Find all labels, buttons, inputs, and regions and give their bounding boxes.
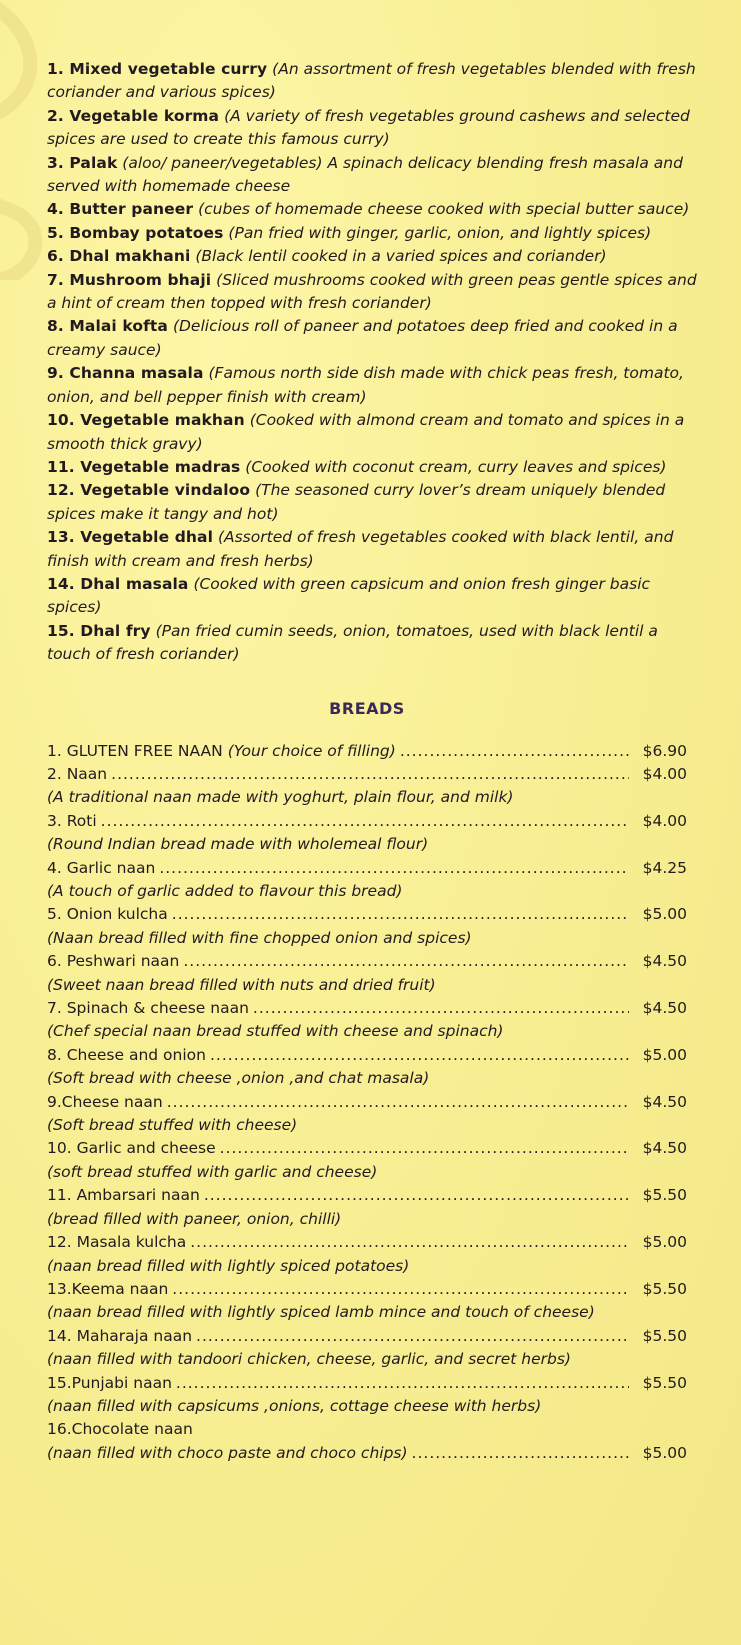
vegetable-item-description: (Cooked with almond cream and tomato and spices in a smooth thick gravy) [47,411,685,453]
vegetable-item [47,409,699,456]
bread-item-name: 4. Garlic naan [47,858,156,877]
bread-item-description: (naan filled with tandoori chicken, cheese, garlic, and secret herbs) [47,1350,571,1369]
vegetable-item-name: 12. Vegetable vindaloo [47,481,251,500]
leader-dots [204,1184,629,1207]
bread-item-price: $4.00 [642,764,687,783]
vegetable-item-description: (Assorted of fresh vegetables cooked with black lentil, and finish with cream and fresh herbs) [47,528,674,570]
vegetable-item-name: 7. Mushroom bhaji [47,270,212,289]
bread-item-price: $6.90 [642,741,687,760]
bread-item-name: 14. Maharaja naan [47,1326,193,1345]
bread-item-name-line [47,740,687,763]
bread-item-name: 8. Cheese and onion [47,1045,206,1064]
vegetable-item-name: 6. Dhal makhani [47,247,191,266]
bread-item-name: 9.Cheese naan [47,1092,163,1111]
bread-item-description: (Chef special naan bread stuffed with cheese and spinach) [47,1022,504,1041]
bread-item-description: (Soft bread stuffed with cheese) [47,1116,298,1135]
leader-dots [183,950,629,973]
bread-item-name-line [47,763,687,786]
vegetable-item [47,479,699,526]
bread-item-description: (Round Indian bread made with wholemeal flour) [47,835,429,854]
vegetable-item [47,269,699,316]
bread-item-name-line [47,1137,687,1160]
bread-item-price: $5.50 [642,1279,687,1298]
vegetable-item-description: (A variety of fresh vegetables ground cashews and selected spices are used to create this famous curry) [47,106,690,149]
bread-item [47,950,699,997]
bread-item-price: $5.50 [642,1326,687,1345]
bread-item [47,857,699,904]
bread-item-price: $4.50 [642,952,687,971]
vegetable-item-name: 2. Vegetable korma [47,106,220,125]
vegetable-item-description: (Delicious roll of paneer and potatoes deep fried and cooked in a creamy sauce) [47,317,678,359]
bread-item-name-line [47,1325,687,1348]
bread-item-name-line [47,1184,687,1207]
bread-item [47,740,699,763]
bread-item [47,1372,699,1419]
bread-item-price: $4.50 [642,1092,687,1111]
vegetable-item-name: 5. Bombay potatoes [47,223,224,242]
vegetable-item [47,222,699,245]
leader-dots [167,1091,629,1114]
bread-item-name: 6. Peshwari naan [47,952,180,971]
bread-item-name: 11. Ambarsari naan [47,1186,200,1205]
vegetable-item-name: 9. Channa masala [47,364,204,383]
bread-item-description: (naan bread filled with lightly spiced potatoes) [47,1256,410,1275]
vegetable-item-description: (Pan fried cumin seeds, onion, tomatoes, used with black lentil a touch of fresh coriander) [47,621,658,664]
vegetable-item [47,105,699,152]
menu-page [47,58,699,1465]
bread-item [47,1231,699,1278]
bread-item [47,997,699,1044]
vegetable-item [47,362,699,409]
bread-item [47,1091,699,1138]
leader-dots [159,857,629,880]
vegetable-item-description: (Famous north side dish made with chick peas fresh, tomato, onion, and bell pepper finish with cream) [47,364,684,406]
bread-item-description: (Naan bread filled with fine chopped onion and spices) [47,928,472,947]
vegetable-item [47,620,699,667]
bread-item-price: $5.50 [642,1186,687,1205]
bread-item-name: 16.Chocolate naan [47,1420,193,1439]
leader-dots [172,1278,629,1301]
bread-item-name: 10. Garlic and cheese [47,1139,216,1158]
bread-item [47,1044,699,1091]
vegetable-item-name: 10. Vegetable makhan [47,411,245,430]
vegetable-item-name: 8. Malai kofta [47,317,168,336]
bread-item [47,1325,699,1372]
bread-item-description: (soft bread stuffed with garlic and cheese) [47,1162,378,1181]
bread-item-name-line [47,810,687,833]
vegetable-item-description: (aloo/ paneer/vegetables) A spinach delicacy blending fresh masala and served with homemade cheese [47,153,683,196]
vegetable-item [47,315,699,362]
bread-item-name-line [47,1091,687,1114]
leader-dots [190,1231,629,1254]
bread-item-price: $5.00 [642,905,687,924]
bread-item-name: 13.Keema naan [47,1279,169,1298]
bread-item-price: $5.00 [642,1443,687,1462]
bread-item [47,903,699,950]
leader-dots [220,1137,629,1160]
bread-item [47,1137,699,1184]
bread-item-name-line [47,1418,687,1441]
bread-item-price: $5.00 [642,1233,687,1252]
bread-item-name-line [47,997,687,1020]
vegetable-item-description: (Black lentil cooked in a varied spices and coriander) [195,247,607,266]
bread-item [47,810,699,857]
bread-item-description: (naan bread filled with lightly spiced lamb mince and touch of cheese) [47,1303,595,1322]
vegetable-item [47,456,699,479]
vegetable-item-name: 3. Palak [47,153,118,172]
bread-item-name: 12. Masala kulcha [47,1233,187,1252]
vegetable-item [47,152,699,199]
vegetable-item-description: (Cooked with coconut cream, curry leaves and spices) [245,457,667,476]
bread-item-name: 7. Spinach & cheese naan [47,999,249,1018]
bread-item-description: (naan filled with choco paste and choco chips) [47,1443,408,1462]
bread-item [47,1184,699,1231]
bread-item-inline-description: (Your choice of filling) [227,741,396,760]
vegetable-item-description: (Cooked with green capsicum and onion fresh ginger basic spices) [47,574,651,617]
leader-dots [176,1372,629,1395]
vegetable-item-description: (Sliced mushrooms cooked with green peas gentle spices and a hint of cream then topped with fresh coriander) [47,270,697,313]
vegetable-item [47,526,699,573]
bread-item-name: 3. Roti [47,811,97,830]
bread-item-price: $4.25 [642,858,687,877]
vegetable-item-description: (cubes of homemade cheese cooked with special butter sauce) [198,200,690,219]
vegetable-item-description: (Pan fried with ginger, garlic, onion, and lightly spices) [228,223,652,242]
vegetable-item-name: 11. Vegetable madras [47,457,241,476]
bread-item [47,1278,699,1325]
vegetable-item-name: 1. Mixed vegetable curry [47,60,268,78]
leader-dots [111,763,629,786]
bread-item-name-line [47,1278,687,1301]
bread-item-name-line [47,903,687,926]
breads-heading: BREADS [329,698,405,718]
bread-item-price: $5.50 [642,1373,687,1392]
bread-item-name: 15.Punjabi naan [47,1373,172,1392]
bread-item [47,763,699,810]
bread-item-price: $4.50 [642,999,687,1018]
vegetable-item-name: 15. Dhal fry [47,621,151,640]
bread-item-description: (Sweet naan bread filled with nuts and dried fruit) [47,975,436,994]
vegetable-item-name: 4. Butter paneer [47,200,194,219]
leader-dots [210,1044,629,1067]
leader-dots [412,1442,629,1465]
bread-item-description: (A touch of garlic added to flavour this bread) [47,882,403,900]
vegetable-item [47,58,699,105]
bread-item-price: $5.00 [642,1045,687,1064]
bread-item-description: (Soft bread with cheese ,onion ,and chat masala) [47,1069,430,1088]
bread-item-name-line [47,1231,687,1254]
leader-dots [400,740,629,763]
bread-item-name-line [47,857,687,880]
bread-item-description: (naan filled with capsicums ,onions, cottage cheese with herbs) [47,1396,542,1415]
bread-item-description: (A traditional naan made with yoghurt, plain flour, and milk) [47,788,514,807]
bread-item-name: 1. GLUTEN FREE NAAN [47,741,223,760]
vegetable-item-description: (An assortment of fresh vegetables blended with fresh coriander and various spices) [47,60,696,102]
bread-item-name-line [47,950,687,973]
bread-item-name: 2. Naan [47,764,108,783]
vegetable-item [47,198,699,221]
leader-dots [172,903,629,926]
vegetable-item [47,245,699,268]
bread-item-price: $4.50 [642,1139,687,1158]
vegetable-item-description: (The seasoned curry lover’s dream uniquely blended spices make it tangy and hot) [47,481,666,523]
bread-item-name-line [47,1044,687,1067]
vegetable-item-name: 13. Vegetable dhal [47,528,214,547]
vegetable-item [47,573,699,620]
vegetable-dishes-list [47,58,699,667]
leader-dots [196,1325,629,1348]
bread-item-desc-line [47,1442,687,1465]
bread-item-name-line [47,1372,687,1395]
breads-list [47,740,699,1466]
leader-dots [101,810,629,833]
vegetable-item-name: 14. Dhal masala [47,574,189,593]
bread-item-16 [47,1418,699,1465]
bread-item-description: (bread filled with paneer, onion, chilli) [47,1209,342,1228]
leader-dots [253,997,629,1020]
bread-item-price: $4.00 [642,811,687,830]
bread-item-name: 5. Onion kulcha [47,905,168,924]
